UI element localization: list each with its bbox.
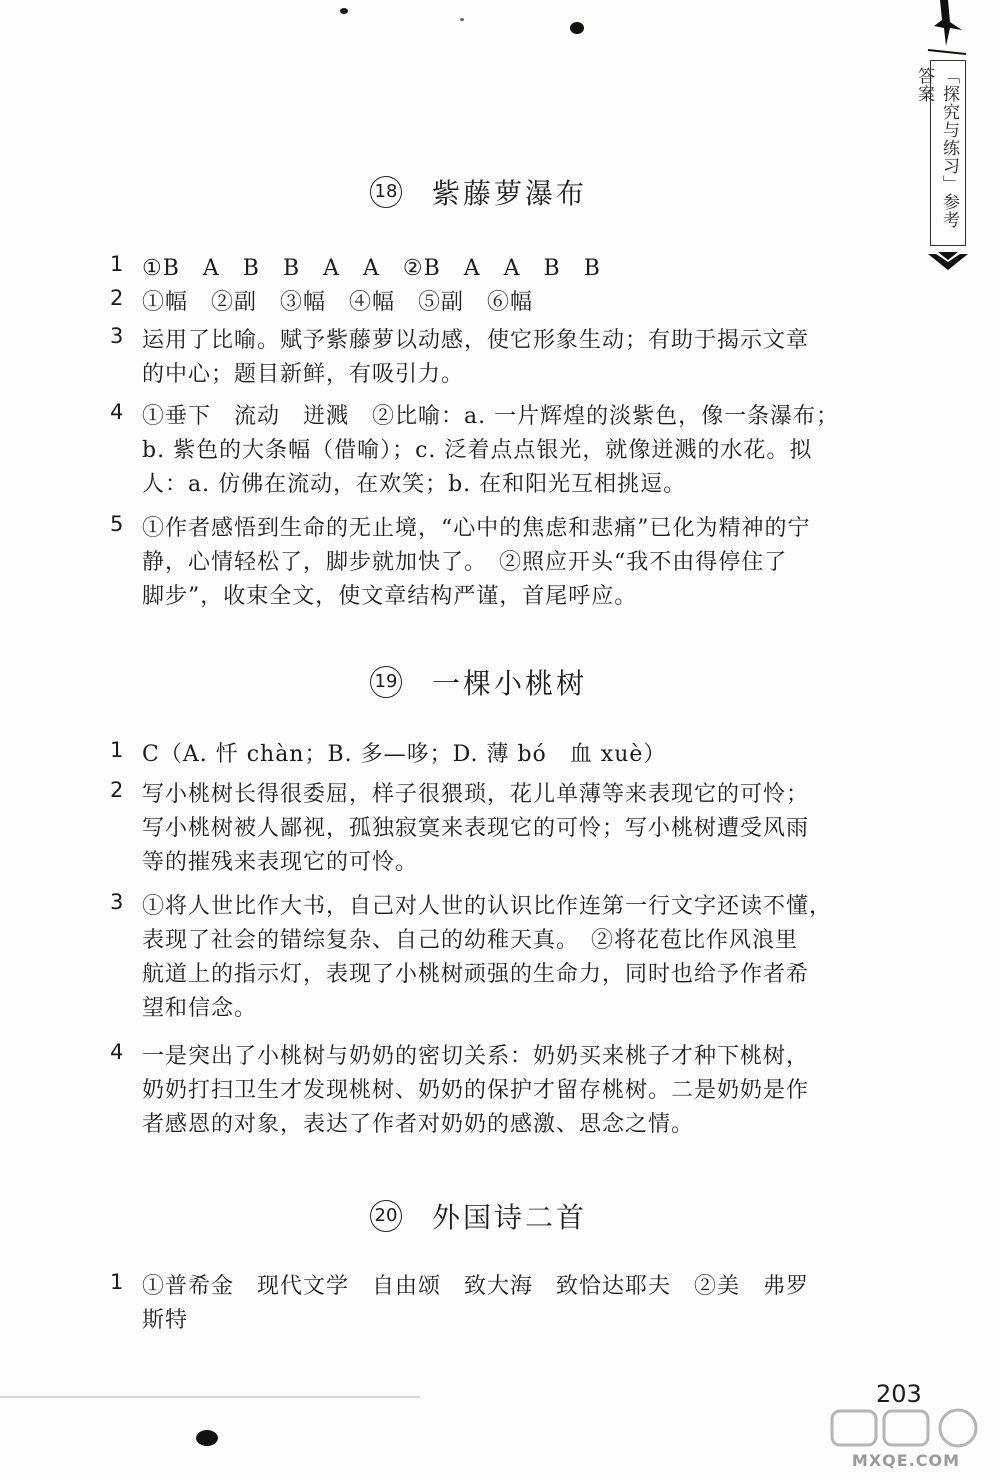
side-tab-label: 「探究与练习」参考答案 (914, 67, 959, 229)
item-number: 2 (110, 286, 124, 310)
item-number: 4 (110, 400, 124, 424)
answer-line: 表现了社会的错综复杂、自己的幼稚天真。 ②将花苞比作风浪里 (142, 928, 799, 953)
answer-line: ①作者感悟到生命的无止境，“心中的焦虑和悲痛”已化为精神的宁 (142, 516, 811, 541)
section-side-tab (914, 60, 966, 246)
section-heading (0, 662, 1000, 702)
answer-line: 斯特 (142, 1308, 189, 1333)
watermark-logo-icon (826, 1405, 986, 1451)
lesson-number-badge: 18 (370, 176, 402, 208)
answer-line: 等的摧残来表现它的可怜。 (142, 850, 419, 875)
item-number: 3 (110, 324, 124, 348)
item-number: 4 (110, 1040, 124, 1064)
item-number: 3 (110, 890, 124, 914)
section-heading (0, 172, 1000, 212)
answer-line: 人：a. 仿佛在流动，在欢笑；b. 在和阳光互相挑逗。 (142, 472, 687, 497)
lesson-number-badge: 20 (370, 1200, 402, 1232)
answer-line: 奶奶打扫卫生才发现桃树、奶奶的保护才留存桃树。二是奶奶是作 (142, 1078, 810, 1103)
answer-line: C（A. 忏 chàn；B. 多—哆；D. 薄 bó 血 xuè） (142, 742, 667, 767)
answer-line: 一是突出了小桃树与奶奶的密切关系：奶奶买来桃子才种下桃树， (142, 1044, 810, 1069)
item-number: 1 (110, 738, 124, 762)
section-title: 紫藤萝瀑布 (432, 177, 588, 210)
answer-line: 静，心情轻松了，脚步就加快了。 ②照应开头“我不由得停住了 (142, 550, 788, 575)
lesson-number-badge: 19 (370, 666, 402, 698)
page-number: 203 (876, 1380, 922, 1408)
watermark-text: MXQE.COM (851, 1451, 961, 1470)
answer-line: 者感恩的对象，表达了作者对奶奶的感激、思念之情。 (142, 1112, 695, 1137)
ink-dot (196, 1430, 218, 1446)
answer-line: 写小桃树被人鄙视，孤独寂寞来表现它的可怜；写小桃树遭受风雨 (142, 816, 810, 841)
answer-line: 脚步”，收束全文，使文章结构严谨，首尾呼应。 (142, 584, 638, 609)
section-title: 一棵小桃树 (432, 667, 588, 700)
answer-line: 望和信念。 (142, 996, 258, 1021)
page-edge-shadow (0, 1395, 420, 1399)
answer-line: ①垂下 流动 迸溅 ②比喻：a. 一片辉煌的淡紫色，像一条瀑布； (142, 404, 840, 429)
tab-bottom-ornament-icon (926, 248, 970, 274)
answer-line: ①将人世比作大书，自己对人世的认识比作连第一行文字还读不懂， (142, 894, 833, 919)
answer-line: 写小桃树长得很委屈，样子很猥琐，花儿单薄等来表现它的可怜； (142, 782, 810, 807)
item-number: 2 (110, 778, 124, 802)
answer-line: 航道上的指示灯，表现了小桃树顽强的生命力，同时也给予作者希 (142, 962, 810, 987)
answer-line: ①幅 ②副 ③幅 ④幅 ⑤副 ⑥幅 (142, 290, 534, 315)
answer-line: 的中心；题目新鲜，有吸引力。 (142, 362, 465, 387)
answer-line: 运用了比喻。赋予紫藤萝以动感，使它形象生动；有助于揭示文章 (142, 328, 810, 353)
site-watermark (826, 1405, 986, 1475)
answer-line: ①普希金 现代文学 自由颂 致大海 致恰达耶夫 ②美 弗罗 (142, 1274, 810, 1299)
answer-line: ①B A B B A A ②B A A B B (142, 256, 601, 281)
ink-dot (570, 22, 584, 34)
tab-top-ornament-icon (922, 0, 966, 58)
section-title: 外国诗二首 (432, 1201, 588, 1234)
item-number: 1 (110, 252, 124, 276)
section-heading (0, 1196, 1000, 1236)
ink-dot (460, 18, 464, 21)
item-number: 1 (110, 1270, 124, 1294)
ink-dot (340, 8, 348, 14)
item-number: 5 (110, 512, 124, 536)
answer-line: b. 紫色的大条幅（借喻）；c. 泛着点点银光，就像迸溅的水花。拟 (142, 438, 813, 463)
